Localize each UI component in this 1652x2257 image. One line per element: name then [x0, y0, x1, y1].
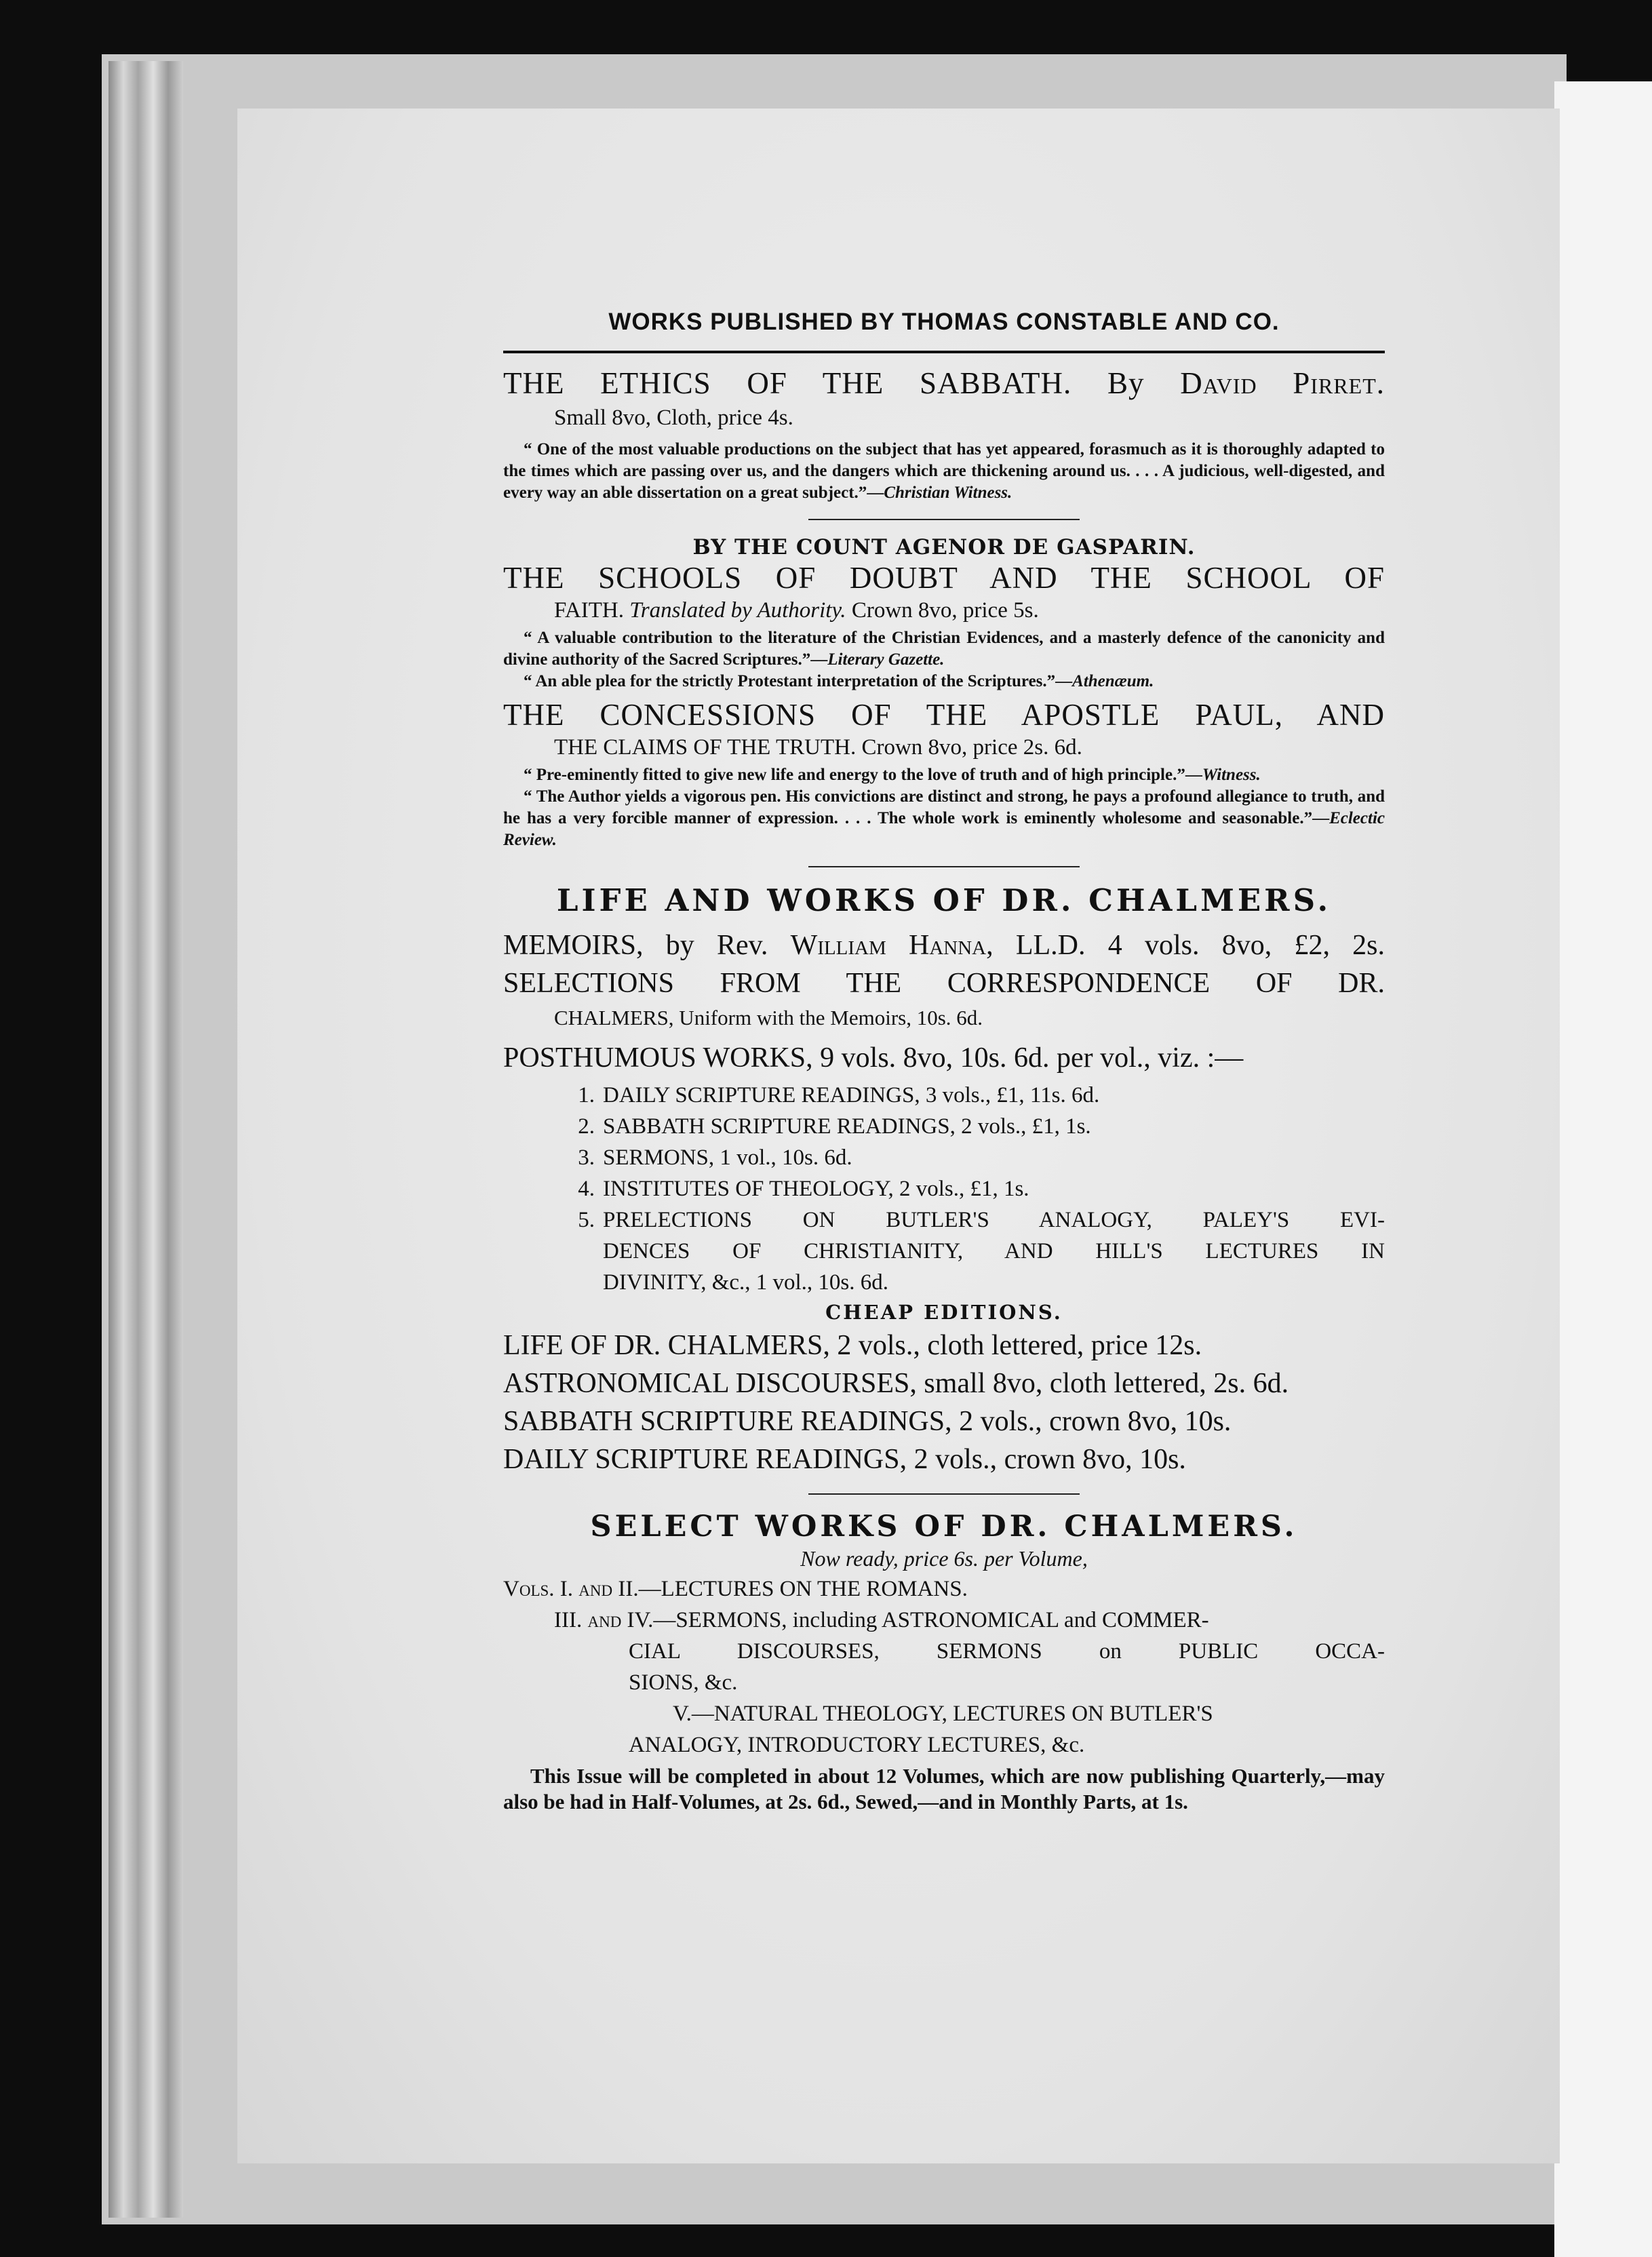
- vols-3-line2: ANALOGY, INTRODUCTORY LECTURES, &c.: [629, 1733, 1085, 1757]
- divider: [808, 866, 1080, 867]
- chalmers-heading: LIFE AND WORKS OF DR. CHALMERS.: [556, 882, 1332, 918]
- concessions-price: Crown 8vo, price 2s. 6d.: [861, 735, 1082, 760]
- vols-3-label: V.: [673, 1702, 692, 1726]
- schools-review-1-text: “ A valuable contribution to the literature of the Christian Evidences, and a masterly defence of the canonicity and divine authority of the Sacred Scriptures.”—: [503, 629, 1385, 669]
- concessions-review-1-source: Witness.: [1202, 766, 1261, 784]
- scan-margin: [1554, 81, 1652, 2257]
- running-head: WORKS PUBLISHED BY THOMAS CONSTABLE AND CO.: [608, 309, 1280, 335]
- ethics-review-text: “ One of the most valuable productions on the subject that has yet appeared, forasmuch as it is thoroughly adapted to the times which are passing over us, and the dangers which are thickening around us. . . . A judicious, well-digested, and every way an able dissertation on a great subject.”—: [503, 440, 1385, 502]
- vols-2-line3: SIONS, &c.: [629, 1670, 738, 1695]
- header-rule: [503, 351, 1385, 353]
- ethics-details: Small 8vo, Cloth, price 4s.: [554, 406, 793, 430]
- cheap-item: DAILY SCRIPTURE READINGS, 2 vols., crown 8vo, 10s.: [503, 1444, 1186, 1475]
- select-vols-2: [503, 1605, 1385, 1636]
- ethics-entry: [503, 363, 1385, 504]
- selections-cont: CHALMERS, Uniform with the Memoirs, 10s. 6d.: [554, 1006, 983, 1029]
- select-vols-3: [503, 1698, 1385, 1729]
- vols-2-line2: CIAL DISCOURSES, SERMONS on PUBLIC OCCA-: [629, 1639, 1385, 1664]
- schools-review-1-source: Literary Gazette.: [827, 650, 945, 669]
- schools-price: Crown 8vo, price 5s.: [851, 598, 1039, 623]
- selections-line: SELECTIONS FROM THE CORRESPONDENCE OF DR.: [503, 968, 1385, 999]
- list-item: 3. SERMONS, 1 vol., 10s. 6d.: [578, 1145, 852, 1170]
- vols-1-label: Vols. I. and II.: [503, 1577, 639, 1601]
- select-heading: SELECT WORKS OF DR. CHALMERS.: [590, 1510, 1298, 1544]
- cheap-item: SABBATH SCRIPTURE READINGS, 2 vols., crown 8vo, 10s.: [503, 1406, 1232, 1437]
- item5-line2: DENCES OF CHRISTIANITY, AND HILL'S LECTURES IN: [603, 1239, 1385, 1263]
- posthumous-list: [503, 1080, 1385, 1298]
- item5-line3: DIVINITY, &c., 1 vol., 10s. 6d.: [603, 1270, 889, 1295]
- vols-3-text: —NATURAL THEOLOGY, LECTURES ON BUTLER'S: [691, 1702, 1213, 1726]
- ethics-title-line: [503, 363, 1385, 404]
- page-text: [503, 309, 1385, 1815]
- vols-2-label: III. and IV.: [554, 1608, 654, 1632]
- list-item: 1. DAILY SCRIPTURE READINGS, 3 vols., £1, 11s. 6d.: [578, 1083, 1100, 1107]
- cheap-item: LIFE OF DR. CHALMERS, 2 vols., cloth lettered, price 12s.: [503, 1330, 1202, 1361]
- memoirs-line: [503, 926, 1385, 964]
- concessions-cont: THE CLAIMS OF THE TRUTH.: [554, 735, 857, 760]
- cheap-heading: CHEAP EDITIONS.: [825, 1301, 1063, 1324]
- schools-review-2-source: Athenæum.: [1072, 672, 1154, 690]
- concessions-details: [503, 733, 1385, 762]
- memoirs-author: William Hanna,: [790, 930, 994, 961]
- vols-1-text: —LECTURES ON THE ROMANS.: [638, 1577, 968, 1601]
- gasparin-heading: BY THE COUNT AGENOR DE GASPARIN.: [692, 535, 1196, 560]
- closing-note: This Issue will be completed in about 12 Volumes, which are now publishing Quarterly,—may also be had in Half-Volumes, at 2s. 6d., Sewed,—and in Monthly Parts, at 1s.: [503, 1764, 1385, 1813]
- schools-details: [503, 596, 1385, 625]
- schools-review-2-text: “ An able plea for the strictly Protestant interpretation of the Scriptures.”—: [524, 672, 1073, 690]
- list-item: 5. PRELECTIONS ON BUTLER'S ANALOGY, PALEY'S EVI-: [578, 1208, 1385, 1232]
- memoirs-a: MEMOIRS, by Rev.: [503, 930, 768, 961]
- posthumous-line: POSTHUMOUS WORKS, 9 vols. 8vo, 10s. 6d. per vol., viz. :—: [503, 1042, 1244, 1074]
- schools-review-1: [503, 627, 1385, 671]
- vols-2-text: —SERMONS, including ASTRONOMICAL and COMMER-: [653, 1608, 1209, 1632]
- schools-cont: FAITH.: [554, 598, 624, 623]
- concessions-review-2-text: “ The Author yields a vigorous pen. His convictions are distinct and strong, he pays a profound allegiance to truth, and he has a very forcible manner of expression. . . . The whole work is eminently wholesome and seasonable.”—: [503, 787, 1385, 827]
- concessions-review-2-source: Eclectic Review.: [503, 809, 1385, 849]
- divider: [808, 1493, 1080, 1495]
- memoirs-b: LL.D. 4 vols. 8vo, £2, 2s.: [1015, 930, 1385, 961]
- select-vols-1: [503, 1573, 1385, 1605]
- concessions-review-2: [503, 786, 1385, 851]
- select-subtitle: Now ready, price 6s. per Volume,: [800, 1546, 1088, 1571]
- concessions-review-1-text: “ Pre-eminently fitted to give new life and energy to the love of truth and of high principle.”—: [524, 766, 1202, 784]
- concessions-review-1: [503, 764, 1385, 786]
- ethics-review: [503, 439, 1385, 504]
- concessions-title: THE CONCESSIONS OF THE APOSTLE PAUL, AND: [503, 698, 1385, 732]
- cheap-item: ASTRONOMICAL DISCOURSES, small 8vo, cloth lettered, 2s. 6d.: [503, 1368, 1289, 1399]
- ethics-title: THE ETHICS OF THE SABBATH.: [503, 366, 1072, 400]
- ethics-review-source: Christian Witness.: [884, 484, 1012, 502]
- list-item: 2. SABBATH SCRIPTURE READINGS, 2 vols., £1, 1s.: [578, 1114, 1091, 1139]
- book-page-edges: [109, 61, 183, 2218]
- divider: [808, 519, 1080, 520]
- list-item: 4. INSTITUTES OF THEOLOGY, 2 vols., £1, 1s.: [578, 1177, 1029, 1201]
- ethics-author: David Pirret.: [1180, 366, 1385, 400]
- schools-review-2: [503, 671, 1385, 692]
- schools-title: THE SCHOOLS OF DOUBT AND THE SCHOOL OF: [503, 561, 1385, 595]
- ethics-by: By: [1107, 366, 1145, 400]
- schools-translated: Translated by Authority.: [629, 598, 846, 623]
